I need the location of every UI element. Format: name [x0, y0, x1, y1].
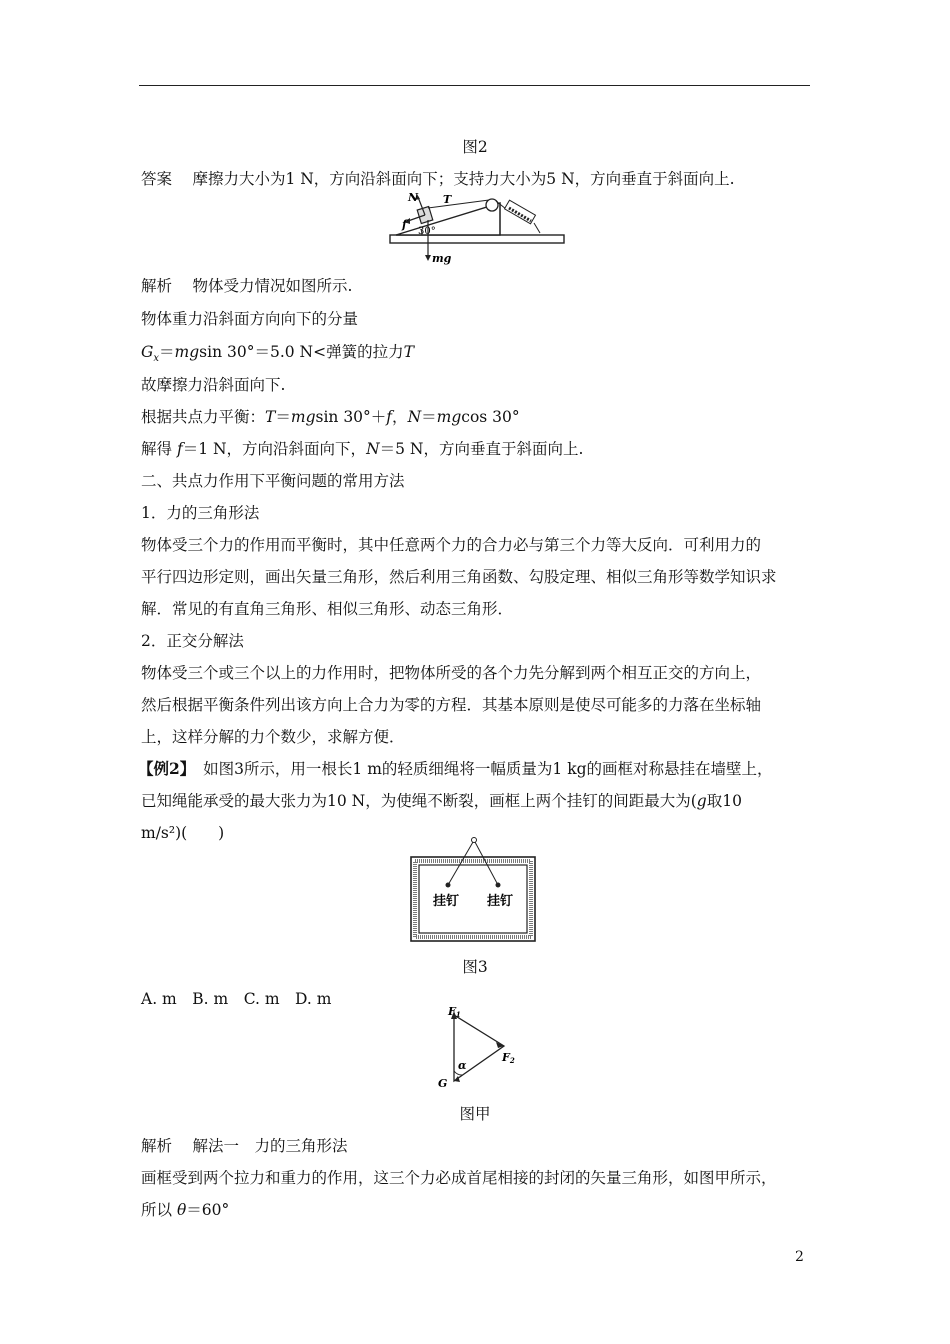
- t-symbol: T: [403, 343, 414, 361]
- fig3-caption: 图3: [462, 958, 488, 976]
- fig2-diagram: [388, 190, 566, 268]
- example2-l1: 如图3所示，用一根长1 m的轻质细绳将一幅质量为1 kg的画框对称悬挂在墙壁上，: [203, 760, 773, 778]
- example2-line-1: [138, 759, 773, 779]
- solution-p1: 画框受到两个拉力和重力的作用，这三个力必成首尾相接的封闭的矢量三角形，如图甲所示，: [141, 1169, 777, 1187]
- example2-g: g: [696, 792, 707, 810]
- method1-p3: 解．常见的有直角三角形、相似三角形、动态三角形．: [141, 600, 514, 618]
- gx-subscript: x: [153, 353, 160, 365]
- wall-hook: [472, 838, 477, 843]
- l5-t: T: [265, 408, 276, 426]
- l5-mid: sin 30°＋: [315, 408, 387, 426]
- method2-title: 2．正交分解法: [141, 632, 244, 650]
- label-t: T: [443, 193, 452, 206]
- answer-label: 答案: [141, 170, 173, 188]
- label-g: G: [438, 1077, 448, 1090]
- ground-bar: [390, 235, 564, 243]
- fig-jia-diagram: [432, 1003, 522, 1093]
- analysis-intro: [141, 276, 352, 296]
- analysis-line-2: 物体重力沿斜面方向向下的分量: [141, 310, 359, 328]
- nail-left: [446, 883, 451, 888]
- l5-f: f: [386, 408, 393, 426]
- example2-line-3: m/s²)( ): [141, 824, 225, 842]
- example2-line-2: [141, 791, 742, 811]
- solution-method: [141, 1136, 347, 1156]
- gx-symbol: G: [141, 343, 154, 361]
- analysis-line-6: [141, 439, 583, 459]
- analysis-line-4: 故摩擦力沿斜面向下.: [141, 376, 286, 394]
- nail-right-label: 挂钉: [486, 894, 514, 909]
- theta-symbol: θ: [176, 1201, 187, 1219]
- fig3-diagram: [410, 835, 538, 943]
- l6-pre: 解得: [141, 440, 173, 458]
- method1-title: 1．力的三角形法: [141, 504, 260, 522]
- l5-n: N: [407, 408, 422, 426]
- analysis-label: 解析: [141, 277, 173, 295]
- solution-method-text: 解法一 力的三角形法: [192, 1137, 348, 1155]
- section2-title: 二、共点力作用下平衡问题的常用方法: [141, 472, 405, 490]
- example2-l2-pre: 已知绳能承受的最大张力为10 N，为使绳不断裂，画框上两个挂钉的间距最大为(: [141, 792, 697, 810]
- incline: [396, 203, 500, 235]
- label-alpha: α: [458, 1059, 467, 1072]
- method2-p3: 上，这样分解的力个数少，求解方便．: [141, 728, 405, 746]
- fig2-caption: 图2: [462, 138, 488, 156]
- method2-p2: 然后根据平衡条件列出该方向上合力为零的方程．其基本原则是使尽可能多的力落在坐标轴: [141, 696, 762, 714]
- l5-eq2: ＝: [421, 408, 437, 426]
- fig-jia-caption: 图甲: [459, 1105, 491, 1123]
- l6-n: N: [366, 440, 380, 458]
- method1-p2: 平行四边形定则，画出矢量三角形，然后利用三角函数、勾股定理、相似三角形等数学知识求: [141, 568, 777, 586]
- l5-mg2: mg: [436, 408, 462, 426]
- method1-p1: 物体受三个力的作用而平衡时，其中任意两个力的合力必与第三个力等大反向．可利用力的: [141, 536, 762, 554]
- page-number: 2: [795, 1249, 804, 1265]
- label-f2: F2: [502, 1051, 515, 1065]
- solution-p2-post: ＝60°: [186, 1201, 230, 1219]
- nail-right: [496, 883, 501, 888]
- answer-line: [141, 169, 735, 189]
- nail-left-label: 挂钉: [432, 894, 460, 909]
- l6-end: ＝5 N，方向垂直于斜面向上.: [379, 440, 584, 458]
- mg-symbol: mg: [174, 343, 200, 361]
- label-angle: 30°: [418, 226, 436, 237]
- label-mg: mg: [432, 252, 452, 265]
- example2-l2-post: 取10: [706, 792, 742, 810]
- analysis-intro-text: 物体受力情况如图所示.: [192, 277, 353, 295]
- rope-left: [428, 200, 489, 208]
- analysis-line-3: [141, 342, 414, 369]
- example2-label: 【例2】: [138, 759, 188, 778]
- l5-mg1: mg: [290, 408, 316, 426]
- header-rule: [139, 85, 810, 86]
- mg-arrowhead: [425, 255, 431, 261]
- l5-end: cos 30°: [461, 408, 520, 426]
- method2-p1: 物体受三个或三个以上的力作用时，把物体所受的各个力先分解到两个相互正交的方向上，: [141, 664, 762, 682]
- solution-label: 解析: [141, 1137, 173, 1155]
- analysis-line-5: [141, 407, 520, 427]
- equals: ＝: [159, 343, 175, 361]
- solution-p2-pre: 所以: [141, 1201, 173, 1219]
- spring-anchor: [534, 223, 540, 233]
- l3-rest: sin 30°＝5.0 N<弹簧的拉力: [199, 343, 404, 361]
- answer-text: 摩擦力大小为1 N，方向沿斜面向下；支持力大小为5 N，方向垂直于斜面向上.: [192, 170, 735, 188]
- label-n: N: [408, 191, 419, 204]
- choices: A. m B. m C. m D. m: [141, 990, 332, 1008]
- l5-eq1: ＝: [275, 408, 291, 426]
- l6-mid: ＝1 N，方向沿斜面向下，: [182, 440, 367, 458]
- l5-sep: ，: [392, 408, 408, 426]
- label-f: f: [402, 218, 407, 231]
- l6-f: f: [176, 440, 183, 458]
- label-f1: F1: [448, 1005, 461, 1019]
- solution-p2: [141, 1200, 229, 1220]
- l5-pre: 根据共点力平衡：: [141, 408, 266, 426]
